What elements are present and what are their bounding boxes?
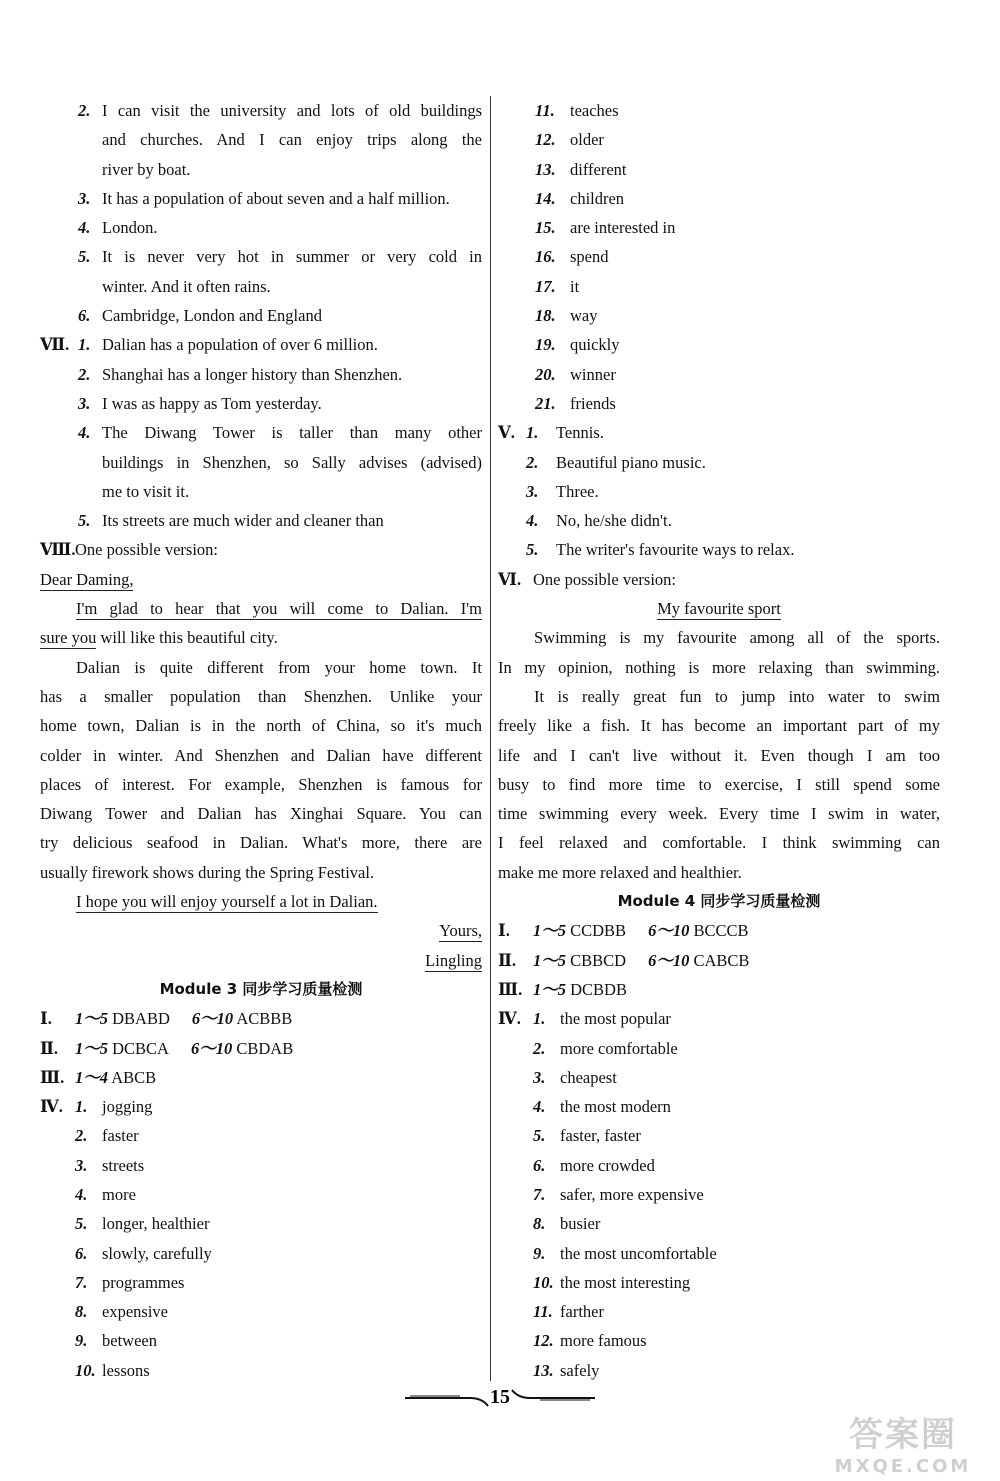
letter-body-line xyxy=(40,770,482,799)
item-number: 21. xyxy=(535,393,556,413)
module3-answer-row xyxy=(40,1063,482,1092)
iv-cont-item-line xyxy=(498,360,940,389)
letter-body-line xyxy=(40,828,482,857)
vi-item-line xyxy=(40,96,482,125)
item-number: 4. xyxy=(78,423,91,443)
watermark-url: MXQE.COM xyxy=(834,1456,972,1477)
answer-key: CBBCD xyxy=(570,950,627,970)
module4-iv-item-text: farther xyxy=(560,1302,604,1322)
item-number: 6. xyxy=(533,1155,546,1175)
answer-key: DCBDB xyxy=(570,979,627,999)
letter-text: will like this beautiful city. xyxy=(96,628,278,648)
item-number: 2. xyxy=(78,101,91,120)
item-number: 8. xyxy=(75,1302,88,1322)
iv-cont-item-line xyxy=(498,213,940,242)
module4-iv-item-text: faster, faster xyxy=(560,1126,641,1146)
essay-line xyxy=(498,770,940,799)
vi-item-text: London. xyxy=(102,218,158,238)
iv-cont-item-text: spend xyxy=(570,247,609,267)
item-number: 14. xyxy=(535,188,556,208)
range-label: 1～5 xyxy=(533,979,566,999)
module4-answer-row xyxy=(498,916,940,945)
vi-intro-line xyxy=(498,565,940,594)
section-label: Ⅵ. xyxy=(498,569,522,589)
module3-iv-item-text: more xyxy=(102,1184,136,1204)
item-number: 5. xyxy=(526,540,539,560)
vii-item-line xyxy=(40,360,482,389)
section-label: Ⅲ. xyxy=(40,1067,65,1087)
range-label: 1～5 xyxy=(75,1009,108,1029)
iv-cont-item-line xyxy=(498,242,940,271)
vii-item-line xyxy=(40,389,482,418)
module3-iv-item-text: longer, healthier xyxy=(102,1214,210,1234)
letter-signature-line xyxy=(40,946,482,975)
vi-item-text: river by boat. xyxy=(102,159,191,179)
module4-iv-item-text: the most modern xyxy=(560,1097,671,1117)
module4-answer-row xyxy=(498,946,940,975)
module4-iv-item-line xyxy=(498,1034,940,1063)
section-label: Ⅱ. xyxy=(498,950,517,970)
letter-body-line xyxy=(40,858,482,887)
vi-item-text: It has a population of about seven and a half million. xyxy=(102,188,450,208)
module3-iv-item-text: slowly, carefully xyxy=(102,1243,212,1263)
module4-title: Module 4 同步学习质量检测 xyxy=(617,892,821,911)
viii-intro: One possible version: xyxy=(75,540,218,560)
module3-answer-row xyxy=(40,1004,482,1033)
vii-item-line xyxy=(40,330,482,359)
item-number: 19. xyxy=(535,335,556,355)
letter-closing-text: I hope you will enjoy yourself a lot in Dalian. xyxy=(76,892,378,912)
letter-p1-line xyxy=(40,623,482,652)
item-number: 4. xyxy=(75,1184,88,1204)
item-number: 12. xyxy=(533,1331,554,1351)
letter-p1-line xyxy=(40,594,482,623)
module3-iv-item-text: streets xyxy=(102,1155,145,1175)
section-label: Ⅷ. xyxy=(40,540,76,560)
module3-iv-item-text: jogging xyxy=(102,1097,153,1117)
iv-cont-item-line xyxy=(498,96,940,125)
letter-body-line xyxy=(40,799,482,828)
range-label: 6～10 xyxy=(648,921,690,941)
letter-greeting: Dear Daming, xyxy=(40,569,134,589)
letter-body-text: Dalian is quite different from your home town. It xyxy=(76,657,482,677)
module3-iv-item-line xyxy=(40,1356,482,1385)
item-number: 12. xyxy=(535,130,556,150)
vi-item-line xyxy=(40,125,482,154)
vi-item-line xyxy=(40,155,482,184)
v-item-text: Three. xyxy=(556,481,599,501)
footer-ornament-icon xyxy=(400,1382,600,1408)
item-number: 4. xyxy=(526,511,539,531)
letter-body-line xyxy=(40,682,482,711)
item-number: 5. xyxy=(78,247,91,267)
iv-cont-item-line xyxy=(498,155,940,184)
column-divider xyxy=(490,96,491,1381)
essay-text: I feel relaxed and comfortable. I think swimming can xyxy=(498,833,940,853)
item-number: 1. xyxy=(75,1097,88,1117)
item-number: 3. xyxy=(78,393,91,413)
letter-body-text: has a smaller population than Shenzhen. Unlike your xyxy=(40,686,482,706)
item-number: 4. xyxy=(78,218,91,238)
essay-text: freely like a fish. It has become an important part of my xyxy=(498,716,940,736)
vi-item-line xyxy=(40,242,482,271)
letter-body-text: home town, Dalian is in the north of China, so it's much xyxy=(40,716,482,736)
v-item-line xyxy=(498,506,940,535)
module4-iv-item-text: more comfortable xyxy=(560,1038,678,1058)
letter-opening-end: sure you xyxy=(40,628,97,648)
item-number: 18. xyxy=(535,306,556,326)
letter-body-text: places of interest. For example, Shenzhen is famous for xyxy=(40,774,482,794)
item-number: 1. xyxy=(78,335,91,355)
range-label: 1～4 xyxy=(75,1067,108,1087)
item-number: 3. xyxy=(75,1155,88,1175)
item-number: 17. xyxy=(535,276,556,296)
vii-item-line xyxy=(40,477,482,506)
item-number: 8. xyxy=(533,1214,546,1234)
essay-title-line xyxy=(498,594,940,623)
section-label: Ⅰ. xyxy=(40,1009,52,1029)
module3-iv-item-line xyxy=(40,1239,482,1268)
answer-key: ACBBB xyxy=(236,1009,293,1029)
item-number: 3. xyxy=(526,481,539,501)
vi-item-line xyxy=(40,213,482,242)
module4-iv-item-text: more famous xyxy=(560,1331,647,1351)
vi-item-text: winter. And it often rains. xyxy=(102,276,271,296)
iv-cont-item-line xyxy=(498,389,940,418)
essay-text: make me more relaxed and healthier. xyxy=(498,862,742,882)
iv-cont-item-text: teaches xyxy=(570,101,619,120)
vi-item-text: and churches. And I can enjoy trips along the xyxy=(102,130,482,150)
iv-cont-item-text: quickly xyxy=(570,335,620,355)
vii-item-text: me to visit it. xyxy=(102,481,190,501)
iv-cont-item-line xyxy=(498,330,940,359)
module3-iv-item-line xyxy=(40,1268,482,1297)
letter-body-line xyxy=(40,653,482,682)
answer-key: DCBCA xyxy=(112,1038,169,1058)
item-number: 16. xyxy=(535,247,556,267)
item-number: 20. xyxy=(535,364,556,384)
iv-cont-item-line xyxy=(498,272,940,301)
vi-item-text: Cambridge, London and England xyxy=(102,306,322,326)
letter-body-text: Diwang Tower and Dalian has Xinghai Square. You can xyxy=(40,804,482,824)
item-number: 11. xyxy=(535,101,555,120)
iv-cont-item-text: winner xyxy=(570,364,616,384)
iv-cont-item-line xyxy=(498,301,940,330)
vi-item-line xyxy=(40,184,482,213)
viii-intro-line xyxy=(40,535,482,564)
v-item-text: The writer's favourite ways to relax. xyxy=(556,540,795,560)
item-number: 10. xyxy=(533,1272,554,1292)
item-number: 6. xyxy=(75,1243,88,1263)
module4-iv-item-text: the most popular xyxy=(560,1009,671,1029)
vii-item-text: I was as happy as Tom yesterday. xyxy=(102,393,322,413)
vii-item-line xyxy=(40,418,482,447)
iv-cont-item-text: it xyxy=(570,276,580,296)
module3-iv-item-text: between xyxy=(102,1331,157,1351)
page-number: 15 xyxy=(490,1386,510,1408)
section-label: Ⅳ. xyxy=(40,1097,63,1117)
range-label: 6～10 xyxy=(648,950,690,970)
iv-cont-item-text: older xyxy=(570,130,604,150)
letter-body-text: usually firework shows during the Spring Festival. xyxy=(40,862,375,882)
module4-iv-item-line xyxy=(498,1268,940,1297)
right-column xyxy=(498,96,940,1385)
module3-iv-item-text: lessons xyxy=(102,1360,150,1380)
item-number: 7. xyxy=(533,1184,546,1204)
essay-text: time swimming every week. Every time I swim in water, xyxy=(498,804,940,824)
letter-body-line xyxy=(40,741,482,770)
letter-body-line xyxy=(40,711,482,740)
module4-iv-item-text: safely xyxy=(560,1360,600,1380)
vi-item-line xyxy=(40,301,482,330)
v-item-text: Beautiful piano music. xyxy=(556,452,706,472)
item-number: 6. xyxy=(78,306,91,326)
watermark-logo: 答案圈 xyxy=(849,1415,957,1455)
range-label: 1～5 xyxy=(533,921,566,941)
essay-text: In my opinion, nothing is more relaxing than swimming. xyxy=(498,657,940,677)
iv-cont-item-line xyxy=(498,125,940,154)
letter-closing-line xyxy=(40,916,482,945)
module4-iv-item-line xyxy=(498,1092,940,1121)
item-number: 2. xyxy=(526,452,539,472)
module3-iv-item-line xyxy=(40,1209,482,1238)
vii-item-text: Its streets are much wider and cleaner than xyxy=(102,511,384,531)
vii-item-text: buildings in Shenzhen, so Sally advises (advised) xyxy=(102,452,482,472)
module4-iv-item-line xyxy=(498,1239,940,1268)
essay-line xyxy=(498,711,940,740)
vii-item-line xyxy=(40,506,482,535)
module4-iv-item-line xyxy=(498,1151,940,1180)
answer-key: CABCB xyxy=(693,950,750,970)
letter-opening: I'm glad to hear that you will come to Dalian. I'm xyxy=(76,599,482,619)
letter-body-text: colder in winter. And Shenzhen and Dalian have different xyxy=(40,745,482,765)
item-number: 5. xyxy=(75,1214,88,1234)
module4-iv-item-line xyxy=(498,1297,940,1326)
range-label: 6～10 xyxy=(191,1009,234,1029)
section-label: Ⅴ. xyxy=(498,423,515,443)
module4-iv-item-text: the most interesting xyxy=(560,1272,691,1292)
item-number: 5. xyxy=(533,1126,546,1146)
essay-line xyxy=(498,741,940,770)
iv-cont-item-text: friends xyxy=(570,393,616,413)
vi-item-text: I can visit the university and lots of old buildings xyxy=(102,101,482,120)
section-label: Ⅰ. xyxy=(498,921,510,941)
v-item-line xyxy=(498,477,940,506)
essay-text: life and I can't live without it. Even though I am too xyxy=(498,745,940,765)
module3-iv-item-text: expensive xyxy=(102,1302,168,1322)
v-item-text: No, he/she didn't. xyxy=(556,511,672,531)
v-item-text: Tennis. xyxy=(556,423,604,443)
module4-iv-item-text: safer, more expensive xyxy=(560,1184,704,1204)
module4-answer-row xyxy=(498,975,940,1004)
module3-title: Module 3 同步学习质量检测 xyxy=(159,979,363,998)
vii-item-line xyxy=(40,448,482,477)
essay-line xyxy=(498,623,940,652)
item-number: 3. xyxy=(533,1067,546,1087)
watermark xyxy=(828,1407,978,1477)
section-label: Ⅱ. xyxy=(40,1038,59,1058)
essay-text: It is really great fun to jump into water to swim xyxy=(534,686,940,706)
module3-iv-item-text: faster xyxy=(102,1126,139,1146)
module4-iv-item-text: more crowded xyxy=(560,1155,655,1175)
module3-iv-item-line xyxy=(40,1180,482,1209)
module3-iv-item-text: programmes xyxy=(102,1272,185,1292)
v-item-line xyxy=(498,418,940,447)
v-item-line xyxy=(498,448,940,477)
letter-closing-para xyxy=(40,887,482,916)
essay-text: Swimming is my favourite among all of the sports. xyxy=(534,628,940,648)
essay-title: My favourite sport xyxy=(657,599,781,619)
item-number: 2. xyxy=(78,364,91,384)
essay-line xyxy=(498,653,940,682)
item-number: 9. xyxy=(75,1331,88,1351)
item-number: 2. xyxy=(75,1126,88,1146)
range-label: 1～5 xyxy=(533,950,566,970)
left-column xyxy=(40,96,482,1385)
essay-line xyxy=(498,858,940,887)
item-number: 7. xyxy=(75,1272,88,1292)
vi-item-line xyxy=(40,272,482,301)
section-label: Ⅳ. xyxy=(498,1009,521,1029)
vi-item-text: It is never very hot in summer or very cold in xyxy=(102,247,482,267)
vi-intro: One possible version: xyxy=(533,569,676,589)
essay-line xyxy=(498,799,940,828)
module3-iv-item-line xyxy=(40,1092,482,1121)
vii-item-text: Shanghai has a longer history than Shenzhen. xyxy=(102,364,403,384)
answer-key: DBABD xyxy=(112,1009,170,1029)
module4-iv-item-line xyxy=(498,1063,940,1092)
range-label: 1～5 xyxy=(75,1038,108,1058)
iv-cont-item-line xyxy=(498,184,940,213)
module3-iv-item-line xyxy=(40,1121,482,1150)
item-number: 11. xyxy=(533,1302,553,1322)
section-label: Ⅶ. xyxy=(40,335,70,355)
module3-iv-item-line xyxy=(40,1151,482,1180)
letter-closing: Yours, xyxy=(439,921,482,941)
item-number: 15. xyxy=(535,218,556,238)
item-number: 5. xyxy=(78,511,91,531)
item-number: 13. xyxy=(533,1360,554,1380)
item-number: 1. xyxy=(533,1009,546,1029)
item-number: 9. xyxy=(533,1243,546,1263)
module4-iv-item-text: cheapest xyxy=(560,1067,617,1087)
answer-key: CBDAB xyxy=(236,1038,294,1058)
module4-iv-item-line xyxy=(498,1209,940,1238)
answer-key: CCDBB xyxy=(570,921,627,941)
module4-iv-item-line xyxy=(498,1180,940,1209)
answer-key: BCCCB xyxy=(693,921,749,941)
v-item-line xyxy=(498,535,940,564)
essay-line xyxy=(498,828,940,857)
section-label: Ⅲ. xyxy=(498,979,523,999)
iv-cont-item-text: way xyxy=(570,306,598,326)
module4-iv-item-text: busier xyxy=(560,1214,601,1234)
vii-item-text: The Diwang Tower is taller than many other xyxy=(102,423,482,443)
page-footer xyxy=(0,1382,1000,1408)
module3-answer-row xyxy=(40,1034,482,1063)
range-label: 6～10 xyxy=(190,1038,233,1058)
letter-greeting-line xyxy=(40,565,482,594)
essay-text: busy to find more time to exercise, I still spend some xyxy=(498,774,940,794)
item-number: 2. xyxy=(533,1038,546,1058)
item-number: 4. xyxy=(533,1097,546,1117)
module4-iv-item-line xyxy=(498,1004,940,1033)
item-number: 10. xyxy=(75,1360,96,1380)
module4-iv-item-line xyxy=(498,1356,940,1385)
module4-iv-item-line xyxy=(498,1121,940,1150)
answer-key: ABCB xyxy=(111,1067,157,1087)
iv-cont-item-text: different xyxy=(570,159,627,179)
item-number: 3. xyxy=(78,188,91,208)
module3-iv-item-line xyxy=(40,1297,482,1326)
letter-body-text: try delicious seafood in Dalian. What's more, there are xyxy=(40,833,482,853)
module4-iv-item-text: the most uncomfortable xyxy=(560,1243,717,1263)
essay-line xyxy=(498,682,940,711)
vii-item-text: Dalian has a population of over 6 million. xyxy=(102,335,378,355)
item-number: 13. xyxy=(535,159,556,179)
letter-signature: Lingling xyxy=(425,950,482,970)
module4-iv-item-line xyxy=(498,1326,940,1355)
module3-iv-item-line xyxy=(40,1326,482,1355)
iv-cont-item-text: children xyxy=(570,188,625,208)
item-number: 1. xyxy=(526,423,539,443)
iv-cont-item-text: are interested in xyxy=(570,218,676,238)
